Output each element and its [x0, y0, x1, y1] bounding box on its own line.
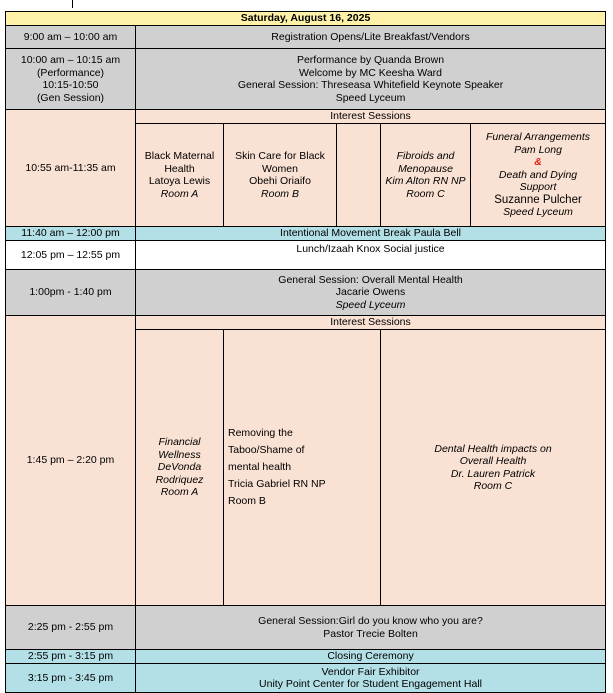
session-room: Room A [160, 187, 199, 200]
time-cell: 2:25 pm - 2:55 pm [6, 606, 136, 650]
session-title: Black Maternal Health [144, 150, 215, 175]
event-cell: Closing Ceremony [136, 650, 606, 664]
time-line: 10:15-10:50 [42, 79, 99, 91]
time-cell: 1:00pm - 1:40 pm [6, 270, 136, 316]
event-line: Speed Lyceum [335, 298, 406, 311]
session-speaker: DeVonda [157, 461, 202, 474]
table-row [6, 650, 606, 664]
session-cell [224, 124, 337, 227]
table-row [6, 664, 606, 693]
time-cell: 11:40 am – 12:00 pm [6, 227, 136, 241]
table-row [6, 26, 606, 49]
session-cell [136, 330, 224, 606]
top-edge-mark [72, 0, 73, 8]
table-row [6, 241, 606, 270]
event-cell [136, 49, 606, 110]
session-title: Overall Health [459, 455, 527, 467]
time-cell: 2:55 pm - 3:15 pm [6, 650, 136, 664]
session-title: Removing the [228, 427, 293, 439]
schedule-date: Saturday, August 16, 2025 [6, 12, 606, 26]
table-row [6, 316, 606, 330]
session-speaker: Pam Long [514, 143, 562, 156]
session-title: Wellness [158, 448, 201, 461]
event-cell: Intentional Movement Break Paula Bell [136, 227, 606, 241]
session-speaker: Tricia Gabriel RN NP [228, 478, 326, 490]
time-line: 10:00 am – 10:15 am [20, 54, 121, 66]
session-speaker: Rodriquez [155, 473, 204, 486]
session-speaker: Kim Alton RN NP [385, 175, 466, 187]
time-cell: 3:15 pm - 3:45 pm [6, 664, 136, 693]
session-cell [224, 330, 381, 606]
session-speaker: Obehi Oriaifo [249, 175, 311, 187]
session-room: Room C [473, 480, 513, 492]
time-cell: 9:00 am – 10:00 am [6, 26, 136, 49]
event-line: Welcome by MC Keesha Ward [299, 66, 442, 79]
session-speaker: Dr. Lauren Patrick [450, 467, 536, 480]
time-cell: 10:55 am-11:35 am [6, 110, 136, 227]
session-room: Room B [228, 495, 266, 507]
event-line: Pastor Trecie Bolten [323, 627, 418, 640]
table-row [6, 110, 606, 124]
time-cell: 12:05 pm – 12:55 pm [6, 241, 136, 270]
table-row [6, 49, 606, 110]
session-title: Fibroids and Menopause [396, 150, 455, 175]
session-title: Financial [158, 436, 201, 449]
interest-sessions-header: Interest Sessions [136, 110, 606, 124]
session-title: Funeral Arrangements [485, 131, 591, 144]
time-line: (Performance) [36, 66, 105, 79]
session-title: Support [519, 181, 557, 194]
session-cell-empty [337, 124, 381, 227]
event-line: General Session: Threseasa Whitefield Keynote Speaker [237, 79, 504, 91]
session-cell [136, 124, 224, 227]
event-line: Vendor Fair Exhibitor [321, 665, 420, 678]
event-cell [136, 270, 606, 316]
session-cell [381, 330, 606, 606]
session-room: Speed Lyceum [503, 206, 573, 219]
event-cell: Registration Opens/Lite Breakfast/Vendors [136, 26, 606, 49]
session-speaker: Suzanne Pulcher [494, 193, 582, 206]
time-cell: 1:45 pm – 2:20 pm [6, 316, 136, 606]
event-cell: Lunch/Izaah Knox Social justice [136, 241, 606, 270]
session-title: Death and Dying [498, 168, 578, 181]
date-row [6, 12, 606, 26]
session-room: Room C [406, 187, 445, 200]
table-row [6, 606, 606, 650]
schedule-table [5, 11, 606, 693]
table-row [6, 227, 606, 241]
time-line: (Gen Session) [36, 91, 105, 104]
session-speaker: Latoya Lewis [148, 175, 211, 187]
time-cell [6, 49, 136, 110]
event-line: Speed Lyceum [335, 91, 406, 104]
session-title: mental health [228, 461, 292, 473]
session-title: Taboo/Shame of [228, 444, 305, 456]
event-line: Unity Point Center for Student Engagement Hall [259, 678, 482, 690]
event-line: Jacarie Owens [335, 286, 406, 299]
event-line: General Session:Girl do you know who you are? [258, 615, 483, 627]
table-row [6, 270, 606, 316]
event-cell [136, 606, 606, 650]
session-title: Skin Care for Black Women [235, 150, 325, 175]
event-cell [136, 664, 606, 693]
session-cell [471, 124, 606, 227]
event-line: Performance by Quanda Brown [296, 54, 445, 66]
ampersand: & [534, 156, 542, 169]
session-room: Room B [261, 187, 299, 200]
session-cell [381, 124, 471, 227]
interest-sessions-header: Interest Sessions [136, 316, 606, 330]
event-line: General Session: Overall Mental Health [278, 273, 463, 286]
session-room: Room A [160, 486, 199, 499]
session-title: Dental Health impacts on [434, 442, 552, 455]
